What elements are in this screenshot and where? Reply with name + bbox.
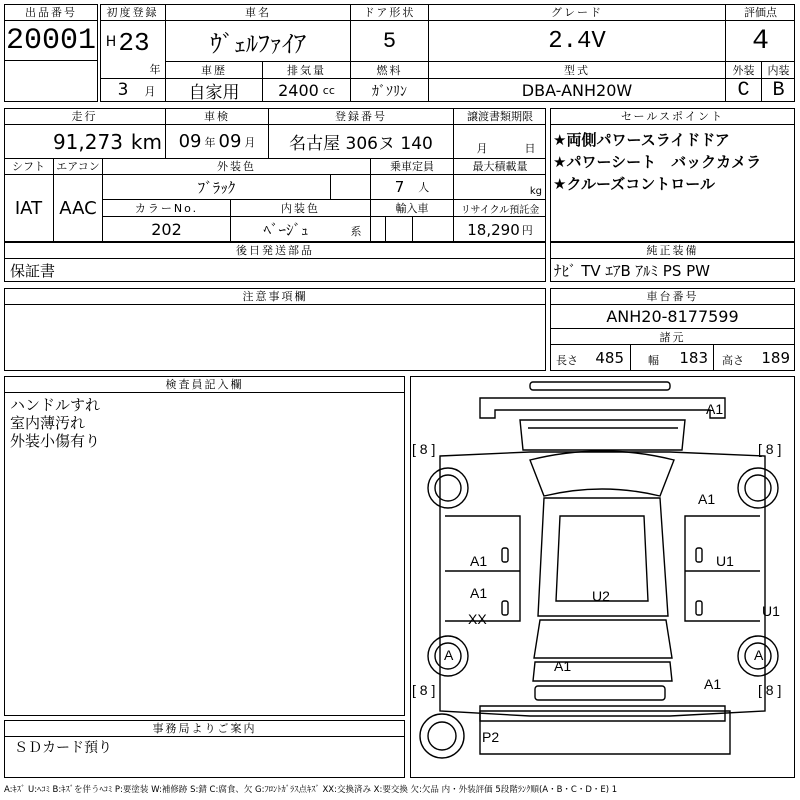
mileage-value: 91,273 [52,129,123,154]
displacement [263,79,350,102]
length-label: 長さ [556,354,578,367]
equipment-label: 純正装備 [646,244,699,257]
mark-right-rear-wheel: A [754,647,764,663]
inspector-line-2: 室内薄汚れ [10,413,86,431]
legend: A:ｷｽﾞ U:ﾍｺﾐ B:ｷｽﾞを伴うﾍｺﾐ P:要塗装 W:補修跡 S:錆 C:腐食、欠 G:ﾌﾛﾝﾄｶﾞﾗｽ点ｷｽﾞ XX:交換済み X:要交換 欠:欠品 内・外装評価 5段階ﾗﾝｸ順(A・B・C・D・E) 1 [4,785,618,795]
transfer-day: 日 [524,142,536,155]
height: 189 [761,349,790,367]
year-unit: 年 [149,63,161,76]
mileage [4,125,162,158]
inspection-date [166,125,268,158]
exterior-grade: C [737,79,750,102]
first-reg-label: 初度登録 [106,6,159,19]
recycle-label: リサイクル預託金 [460,204,540,216]
chassis-number: ANH20-8177599 [606,307,739,326]
mileage-label: 走行 [71,110,98,123]
width: 183 [679,349,708,367]
displacement-value: 2400 [278,81,319,100]
interior-color: ﾍﾞｰｼﾞｭ [263,221,309,239]
maxload-unit: kg [529,185,542,197]
inspector-line-1: ハンドルすれ [10,395,101,413]
office-label: 事務局よりご案内 [152,722,257,735]
mark-bracket-left-bottom: [ 8 ] [412,682,436,698]
lot-label: 出品番号 [25,6,77,19]
capacity-label: 乗車定員 [390,160,434,173]
equipment: ﾅﾋﾞ TV ｴｱB ｱﾙﾐ PS PW [554,261,710,280]
mark-left-rear-wheel: A [444,647,454,663]
score: 4 [752,25,769,57]
inspection-year-unit: 年 [204,135,216,149]
interior-label: 内装 [767,64,790,77]
grade: 2.4V [548,27,606,55]
first-reg-month: 3 [117,80,129,100]
inspection-month: 09 [218,131,242,152]
height-label: 高さ [722,354,744,367]
mark-right-fender: A1 [698,491,716,507]
interior-color-label: 内装色 [281,202,320,215]
mark-bracket-right-top: [ 8 ] [758,441,782,457]
mark-left-rear-door-xx: XX [468,611,487,627]
capacity-value: 7 [394,178,405,196]
ac-label: エアコン [56,160,100,173]
color-no-label: カラーNo. [134,202,199,215]
color-label: 外装色 [217,160,256,173]
recycle-fee [454,217,546,242]
office-notice: ＳＤカード預り [14,740,112,756]
mark-bracket-right-bottom: [ 8 ] [758,682,782,698]
car-diagram [410,376,795,778]
plate-label: 登録番号 [335,110,387,123]
maxload-label: 最大積載量 [472,160,528,173]
fuel-label: 燃料 [376,64,403,77]
length: 485 [595,349,624,367]
body-color: ﾌﾞﾗｯｸ [197,178,236,197]
mark-front-bumper: A1 [706,401,724,417]
door-label: ドア形状 [363,6,416,19]
sales-points-label: セールスポイント [620,110,724,123]
later-parts: 保証書 [10,261,56,280]
history-label: 車歴 [201,64,227,77]
shift: IAT [14,198,43,219]
recycle-value: 18,290 [467,220,520,239]
vehicle-name: ｳﾞｪﾙﾌｧｲｱ [210,29,306,58]
plate-number: 名古屋 306ヌ 140 [289,134,433,154]
inspector-label: 検査員記入欄 [165,378,244,391]
mark-right-front-door: U1 [716,553,734,569]
mark-tailgate: A1 [554,658,572,674]
lot-number: 20001 [5,24,96,58]
color-number: 202 [151,220,182,239]
history: 自家用 [188,83,240,102]
mark-left-rear-door: A1 [470,585,488,601]
ac: AAC [59,198,97,219]
mark-right-rear-quarter: U1 [762,603,780,619]
grade-label: グレード [551,6,603,19]
score-label: 評価点 [744,6,777,19]
dimensions-label: 諸元 [659,330,686,344]
width-label: 幅 [648,354,659,367]
mark-rear-bumper: A1 [704,676,722,692]
sales-point-1: ★両側パワースライドドア [553,130,730,149]
fuel: ｶﾞｿﾘﾝ [372,83,407,100]
mark-bracket-left-top: [ 8 ] [412,441,436,457]
transfer-month: 月 [476,142,488,155]
mark-trunk: P2 [482,729,500,745]
model-code: DBA-ANH20W [521,81,633,100]
inspection-month-unit: 月 [244,135,256,149]
exterior-label: 外装 [732,64,755,77]
recycle-unit: 円 [521,223,533,237]
mileage-unit: km [130,129,162,154]
notes-label: 注意事項欄 [242,290,308,303]
inspection-label: 車検 [204,110,230,123]
month-unit: 月 [144,85,156,98]
era: H [105,34,117,50]
sales-point-2: ★パワーシート バックカメラ [553,152,762,171]
inspection-year: 09 [178,131,202,152]
interior-grade: B [772,79,785,102]
displacement-unit: cc [322,84,335,97]
first-reg-year: 23 [118,28,150,58]
chassis-label: 車台番号 [646,290,699,303]
import-label: 輸入車 [395,202,429,215]
capacity [371,175,453,199]
interior-color-unit: 系 [350,225,362,238]
displacement-label: 排気量 [287,64,326,77]
model-label: 型式 [564,64,590,77]
mark-roof: U2 [592,588,610,604]
mark-left-front-door: A1 [470,553,488,569]
capacity-unit: 人 [418,181,430,194]
shift-label: シフト [12,160,45,173]
inspector-line-3: 外装小傷有り [10,431,101,449]
name-label: 車名 [245,6,271,19]
later-parts-label: 後日発送部品 [236,244,314,257]
door-type: 5 [382,28,397,54]
transfer-label: 譲渡書類期限 [467,110,533,123]
sales-point-3: ★クルーズコントロール [553,174,715,193]
